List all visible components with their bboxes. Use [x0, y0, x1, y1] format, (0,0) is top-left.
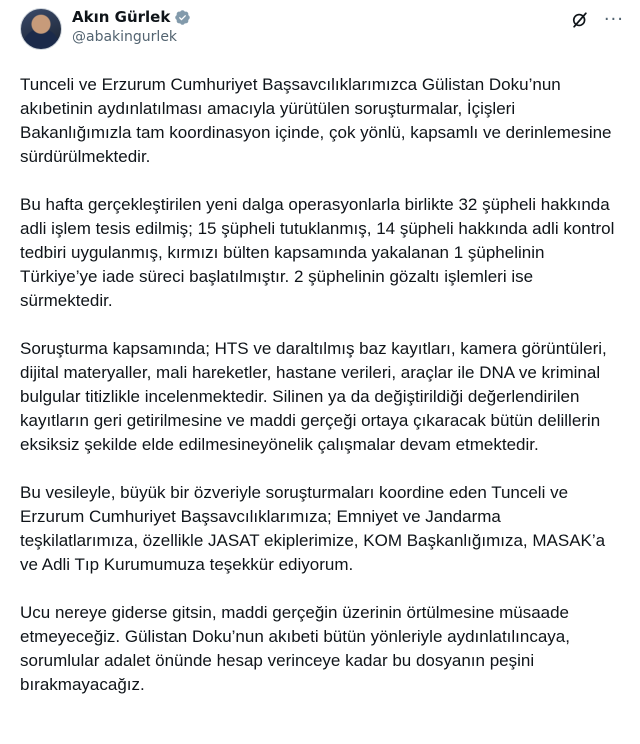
- more-icon[interactable]: ···: [603, 9, 624, 30]
- tweet-paragraph: Bu hafta gerçekleştirilen yeni dalga operasyonlarla birlikte 32 şüpheli hakkında adli işlem tesis edilmiş; 15 şüpheli tutuklanmış, 14 şüpheli hakkında adli kontrol tedbiri uygulanmış, kırmızı bülten kapsamında yakalanan 1 şüphelinin Türkiye’ye iade süreci başlatılmıştır. 2 şüphelinin gözaltı işlemleri ise sürmektedir.: [20, 195, 615, 310]
- grok-icon[interactable]: [570, 10, 590, 30]
- author-block: [72, 8, 191, 46]
- tweet-paragraph: Tunceli ve Erzurum Cumhuriyet Başsavcılıklarımızca Gülistan Doku’nun akıbetinin aydınlatılması amacıyla yürütülen soruşturmalar, İçişleri Bakanlığımızla tam koordinasyon içinde, çok yönlü, kapsamlı ve derinlemesine sürdürülmektedir.: [20, 75, 612, 166]
- name-row: [72, 8, 191, 26]
- tweet-text: [20, 73, 620, 697]
- display-name[interactable]: Akın Gürlek: [72, 8, 171, 26]
- user-handle[interactable]: @abakingurlek: [72, 29, 178, 45]
- tweet-paragraph: Bu vesileyle, büyük bir özveriyle soruşturmaları koordine eden Tunceli ve Erzurum Cumhuriyet Başsavcılıklarımıza; Emniyet ve Jandarma teşkilatlarımıza, özellikle JASAT ekiplerimize, KOM Başkanlığımıza, MASAK’a ve Adli Tıp Kurumumuza teşekkür ediyorum.: [20, 483, 606, 574]
- tweet-paragraph: Ucu nereye giderse gitsin, maddi gerçeğin üzerinin örtülmesine müsaade etmeyeceğiz. Gülistan Doku’nun akıbeti bütün yönleriyle aydınlatılıncaya, sorumlular adalet önünde hesap verinceye kadar bu dosyanın peşini bırakmayacağız.: [20, 603, 570, 694]
- tweet-header: [20, 8, 624, 52]
- tweet-actions: [570, 8, 624, 30]
- tweet-paragraph: Soruşturma kapsamında; HTS ve daraltılmış baz kayıtları, kamera görüntüleri, dijital materyaller, mali hareketler, hastane verileri, araçlar ile DNA ve kriminal bulgular titizlikle incelenmektedir. Silinen ya da değiştirildiği değerlendirilen kayıtların geri getirilmesine ve maddi gerçeği ortaya çıkaracak bütün delillerin eksiksiz şekilde elde edilmesineyönelik çalışmalar devam etmektedir.: [20, 339, 607, 454]
- verified-badge-icon: [174, 9, 191, 26]
- avatar[interactable]: [20, 8, 62, 50]
